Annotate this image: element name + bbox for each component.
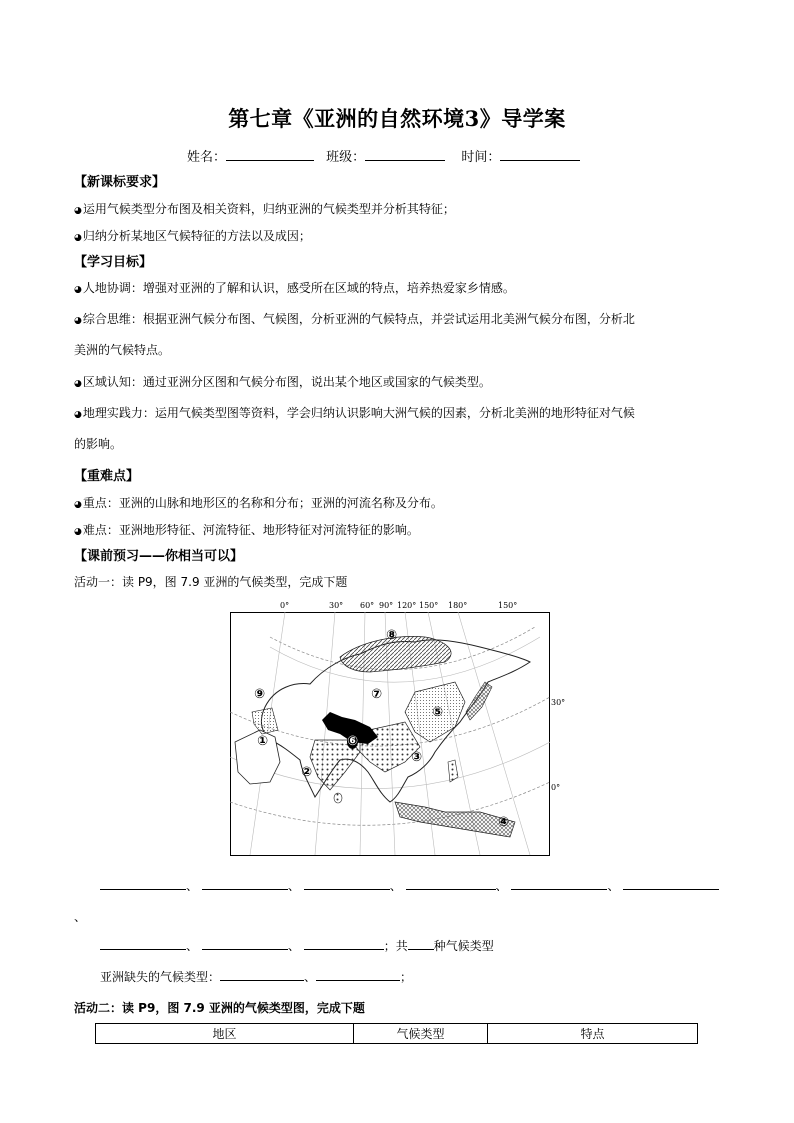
section-heading-key-points: 【重难点】 <box>74 469 140 484</box>
bullet-icon: ◕ <box>74 206 82 216</box>
asia-climate-map <box>230 601 566 857</box>
bullet-icon: ◕ <box>74 233 82 243</box>
time-label: 时间： <box>461 150 501 165</box>
answer-line-2: 、 、 ；共 种气候类型 <box>100 937 494 954</box>
lon-label: 150° <box>419 601 439 610</box>
goal-item: ◕地理实践力：运用气候类型图等资料，学会归纳认识影响大洲气候的因素，分析北美洲的地形特征对气候 <box>74 406 635 420</box>
table-header-region: 地区 <box>96 1024 354 1044</box>
activity-one-prompt: 活动一：读 P9，图 7.9 亚洲的气候类型，完成下题 <box>74 575 348 589</box>
region-label: ② <box>301 765 313 780</box>
lon-label: 150° <box>498 601 518 610</box>
class-label: 班级： <box>326 150 366 165</box>
answer-blank[interactable] <box>316 968 400 981</box>
goal-item-continued: 的影响。 <box>74 437 123 451</box>
separator-mark: 、 <box>74 910 87 924</box>
name-label: 姓名： <box>187 150 227 165</box>
bullet-icon: ◕ <box>74 316 82 326</box>
answer-blank[interactable] <box>220 968 304 981</box>
bullet-icon: ◕ <box>74 500 82 510</box>
region-label: ③ <box>411 750 423 765</box>
region-label: ⑦ <box>371 687 383 702</box>
climate-table <box>95 1023 698 1044</box>
bullet-icon: ◕ <box>74 285 82 295</box>
lon-label: 30° <box>329 601 344 610</box>
lon-label: 180° <box>448 601 468 610</box>
missing-label: 亚洲缺失的气候类型： <box>100 970 221 984</box>
count-blank[interactable] <box>408 937 434 950</box>
activity-two-prompt: 活动二：读 P9，图 7.9 亚洲的气候类型图，完成下题 <box>74 1001 365 1015</box>
region-label: ⑧ <box>386 628 398 643</box>
class-blank[interactable] <box>365 147 445 161</box>
table-header-row <box>96 1024 698 1044</box>
answer-blank[interactable] <box>304 937 384 950</box>
lon-label: 60° <box>360 601 375 610</box>
region-label: ⑥ <box>347 734 359 749</box>
answer-blank[interactable] <box>100 937 186 950</box>
answer-blank[interactable] <box>304 877 390 890</box>
lat-label: 30° <box>551 698 566 707</box>
student-info-line <box>187 146 580 165</box>
goal-item: ◕区域认知：通过亚洲分区图和气候分布图，说出某个地区或国家的气候类型。 <box>74 375 491 389</box>
table-header-features: 特点 <box>488 1024 698 1044</box>
page-title: 第七章《亚洲的自然环境3》导学案 <box>228 106 566 131</box>
section-heading-requirements: 【新课标要求】 <box>74 175 166 190</box>
region-label: ④ <box>498 815 510 830</box>
key-point-item: ◕重点：亚洲的山脉和地形区的名称和分布；亚洲的河流名称及分布。 <box>74 496 443 510</box>
answer-line-1: 、 、 、 、 、 <box>100 877 719 894</box>
section-heading-preview: 【课前预习——你相当可以】 <box>74 549 244 564</box>
bullet-icon: ◕ <box>74 379 82 389</box>
requirement-item: ◕归纳分析某地区气候特征的方法以及成因； <box>74 229 311 243</box>
answer-blank[interactable] <box>406 877 496 890</box>
lon-label: 0° <box>280 601 290 610</box>
region-label: ⑨ <box>254 687 266 702</box>
answer-blank[interactable] <box>202 937 288 950</box>
lat-label: 0° <box>551 783 561 792</box>
requirement-item: ◕运用气候类型分布图及相关资料，归纳亚洲的气候类型并分析其特征； <box>74 202 455 216</box>
answer-blank[interactable] <box>100 877 186 890</box>
key-point-item: ◕难点：亚洲地形特征、河流特征、地形特征对河流特征的影响。 <box>74 523 419 537</box>
goal-item: ◕人地协调：增强对亚洲的了解和认识，感受所在区域的特点，培养热爱家乡情感。 <box>74 281 515 295</box>
missing-climate-line: 亚洲缺失的气候类型： 、 ； <box>100 970 413 984</box>
table-header-climate: 气候类型 <box>354 1024 488 1044</box>
answer-blank[interactable] <box>623 877 719 890</box>
name-blank[interactable] <box>226 147 314 161</box>
bullet-icon: ◕ <box>74 527 82 537</box>
region-label: ⑤ <box>432 705 444 720</box>
region-label: ① <box>257 734 269 749</box>
time-blank[interactable] <box>500 147 580 161</box>
lon-label: 120° <box>397 601 417 610</box>
lon-label: 90° <box>379 601 394 610</box>
answer-blank[interactable] <box>511 877 607 890</box>
section-heading-goals: 【学习目标】 <box>74 255 153 270</box>
answer-blank[interactable] <box>202 877 288 890</box>
goal-item: ◕综合思维：根据亚洲气候分布图、气候图，分析亚洲的气候特点，并尝试运用北美洲气候分布图，分析北 <box>74 312 635 326</box>
goal-item-continued: 美洲的气候特点。 <box>74 343 171 357</box>
bullet-icon: ◕ <box>74 410 82 420</box>
